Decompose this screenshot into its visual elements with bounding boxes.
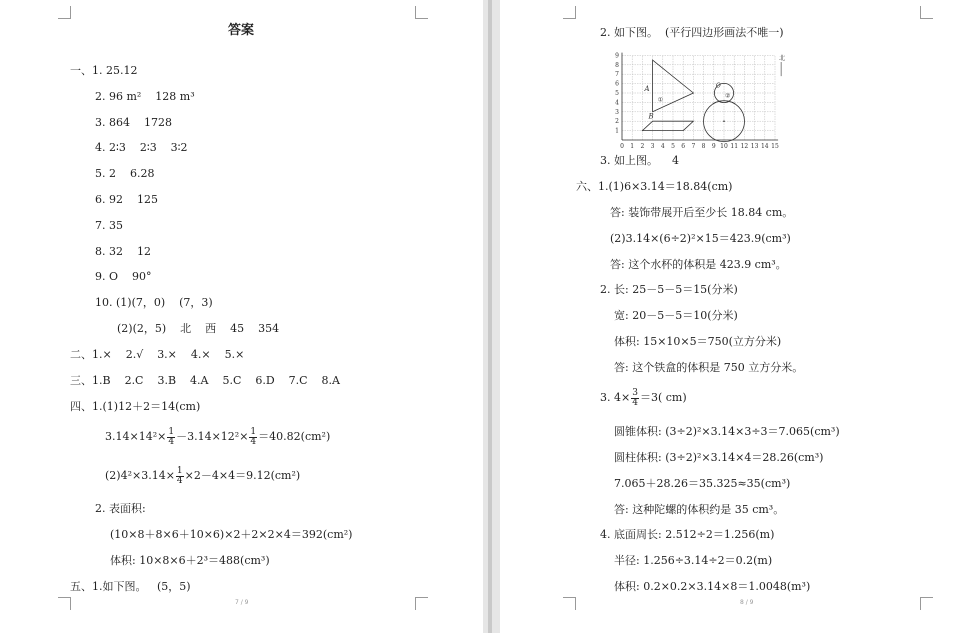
label-a: A	[644, 85, 650, 94]
x-tick-label: 10	[720, 143, 728, 150]
answer-line: 五、1.如下图。 (5，5)	[70, 580, 191, 593]
label-o: O	[715, 82, 721, 90]
x-tick-label: 8	[701, 143, 706, 150]
x-tick-label: 14	[760, 143, 769, 150]
answer-line: 六、1.(1)6×3.14＝18.84(cm)	[576, 180, 733, 193]
label-triangle: ①	[657, 96, 664, 104]
x-tick-label: 3	[650, 143, 655, 150]
crop-mark	[58, 597, 71, 610]
answer-line: 答: 这种陀螺的体积约是 35 cm³。	[614, 503, 785, 516]
crop-mark	[920, 597, 933, 610]
answer-line: 7.065＋28.26＝35.325≈35(cm³)	[614, 477, 791, 490]
formula-line: (2)4²×3.14× $\frac{1}{4}$ ×2－4×4＝9.12(cm²)	[105, 465, 301, 486]
formula-line: 3.14×14²× $\frac{1}{4}$ －3.14×12²× $\frac{1}{4}$ ＝40.82(cm²)	[105, 426, 331, 447]
answer-line: 4. 2∶3 2∶3 3∶2	[95, 141, 188, 154]
answer-line: 圆锥体积: (3÷2)²×3.14×3÷3＝7.065(cm³)	[614, 425, 840, 438]
x-tick-label: 1	[630, 143, 635, 150]
page-number: 8 / 9	[740, 599, 754, 606]
answer-line: 一、1. 25.12	[70, 64, 138, 77]
y-tick-label: 6	[615, 80, 619, 88]
y-tick-label: 5	[615, 90, 619, 97]
x-tick-label: 0	[620, 143, 624, 150]
page-number: 7 / 9	[235, 599, 249, 606]
x-tick-label: 11	[730, 143, 739, 150]
answer-line: (10×8＋8×6＋10×6)×2＋2×2×4＝392(cm²)	[110, 528, 353, 541]
circle-center	[723, 120, 725, 122]
answer-line: 答: 这个水杯的体积是 423.9 cm³。	[610, 258, 787, 271]
fraction: $\frac{1}{4}$	[168, 426, 175, 447]
answer-line: 3. 864 1728	[95, 116, 172, 129]
grid	[622, 55, 775, 140]
answer-line: 二、1.× 2.√ 3.× 4.× 5.×	[70, 348, 245, 361]
label-b: B	[648, 112, 654, 121]
crop-mark	[415, 6, 428, 19]
answer-line: 6. 92 125	[95, 193, 158, 206]
answer-line: 半径: 1.256÷3.14÷2＝0.2(m)	[614, 554, 773, 567]
parallelogram-shape	[642, 121, 693, 130]
answer-line: 5. 2 6.28	[95, 167, 155, 180]
answer-line: 2. 长: 25－5－5＝15(分米)	[600, 283, 738, 296]
x-tick-label: 13	[750, 143, 759, 150]
x-tick-label: 12	[740, 143, 749, 150]
y-tick-label: 4	[615, 99, 619, 107]
answer-line: (2)3.14×(6÷2)²×15＝423.9(cm³)	[610, 232, 791, 245]
answer-line: 2. 表面积:	[95, 502, 146, 515]
crop-mark	[58, 6, 71, 19]
label-circle-2: ②	[725, 92, 731, 100]
answer-line: 圆柱体积: (3÷2)²×3.14×4＝28.26(cm³)	[614, 451, 824, 464]
answer-line: 2. 96 m² 128 m³	[95, 90, 195, 103]
answer-line: (2)(2，5) 北 西 45 354	[117, 322, 280, 335]
crop-mark	[415, 597, 428, 610]
answer-line: 答: 装饰带展开后至少长 18.84 cm。	[610, 206, 794, 219]
crop-mark	[563, 597, 576, 610]
answer-line: 宽: 20－5－5＝10(分米)	[614, 309, 738, 322]
answer-line: 体积: 15×10×5＝750(立方分米)	[614, 335, 782, 348]
x-tick-label: 7	[691, 143, 696, 150]
crop-mark	[920, 6, 933, 19]
y-tick-label: 8	[615, 61, 619, 69]
answer-line: 体积: 10×8×6＋2³＝488(cm³)	[110, 554, 270, 567]
x-tick-label: 4	[660, 143, 665, 150]
answer-line: 答: 这个铁盒的体积是 750 立方分米。	[614, 361, 804, 374]
formula-line: 3. 4× $\frac{3}{4}$ ＝3( cm)	[600, 387, 687, 408]
fraction: $\frac{1}{4}$	[250, 426, 257, 447]
page-divider	[488, 0, 492, 633]
x-tick-label: 9	[711, 143, 716, 150]
north-label: 北	[779, 55, 786, 63]
answer-line: 三、1.B 2.C 3.B 4.A 5.C 6.D 7.C 8.A	[70, 374, 340, 387]
y-tick-label: 9	[615, 52, 619, 60]
x-tick-label: 5	[671, 143, 675, 150]
answer-line: 4. 底面周长: 2.512÷2＝1.256(m)	[600, 528, 775, 541]
y-tick-label: 2	[615, 118, 619, 126]
fraction: $\frac{1}{4}$	[176, 465, 183, 486]
answer-line: 7. 35	[95, 219, 123, 232]
crop-mark	[563, 6, 576, 19]
x-tick-label: 6	[681, 143, 686, 150]
answer-line: 2. 如下图。 (平行四边形画法不唯一)	[600, 26, 784, 39]
page-title: 答案	[228, 23, 255, 38]
answer-line: 体积: 0.2×0.2×3.14×8＝1.0048(m³)	[614, 580, 811, 593]
answer-line: 四、1.(1)12＋2＝14(cm)	[70, 400, 201, 413]
answer-line: 9. O 90°	[95, 270, 152, 283]
y-tick-label: 3	[615, 108, 619, 116]
answer-line: 8. 32 12	[95, 245, 151, 258]
answer-line: 10. (1)(7，0) (7，3)	[95, 296, 213, 309]
fraction: $\frac{3}{4}$	[632, 387, 638, 408]
coordinate-figure	[612, 46, 784, 150]
x-tick-label: 2	[640, 143, 645, 150]
y-tick-label: 1	[615, 127, 619, 135]
y-tick-label: 7	[615, 71, 619, 79]
x-tick-label: 15	[771, 143, 779, 150]
answer-line: 3. 如上图。 4	[600, 154, 679, 167]
